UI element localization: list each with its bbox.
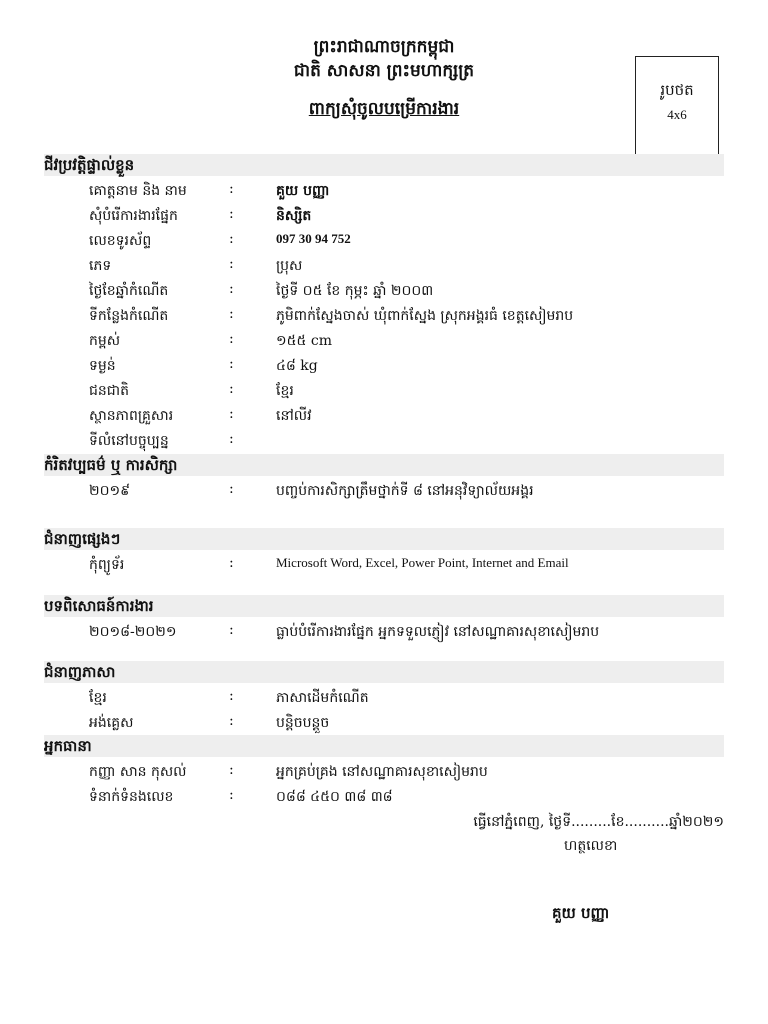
section-reference [44, 735, 724, 757]
row-value: គួយ បញ្ញា [276, 183, 330, 199]
personal-row-phone [0, 229, 768, 253]
row-value: អ្នកគ្រប់គ្រង នៅសណ្ឋាគារសុខាសៀមរាប [276, 764, 488, 780]
row-value: ភូមិពាក់ស្នែងចាស់ ឃុំពាក់ស្នែង ស្រុកអង្គរធំ ខេត្តសៀមរាប [276, 308, 574, 324]
skills-row [0, 553, 768, 577]
row-colon: : [229, 481, 234, 497]
row-label: ទីលំនៅបច្ចុប្បន្ន [89, 433, 169, 449]
row-colon: : [229, 622, 234, 638]
row-value: Microsoft Word, Excel, Power Point, Internet and Email [276, 555, 569, 570]
row-label: កញ្ញា សាន កុសល់ [89, 764, 187, 780]
row-value: ភាសាដើមកំណើត [276, 690, 369, 706]
signature-label: ហត្ថលេខា [564, 838, 618, 854]
reference-row-phone [0, 785, 768, 809]
row-colon: : [229, 256, 234, 272]
header-kingdom: ព្រះរាជាណាចក្រកម្ពុជា [313, 37, 455, 57]
row-value: នៅលីវ [276, 408, 312, 424]
photo-size: 4x6 [667, 107, 687, 122]
row-label: ២០១៩ [89, 483, 131, 499]
row-colon: : [229, 713, 234, 729]
personal-row-position [0, 204, 768, 228]
signer-name: គួយ បញ្ញា [552, 904, 610, 922]
personal-row-marital [0, 404, 768, 428]
row-label: ២០១៨-២០២១ [89, 624, 177, 640]
row-value: 097 30 94 752 [276, 231, 351, 246]
personal-row-nationality [0, 379, 768, 403]
personal-row-gender [0, 254, 768, 278]
row-value: ៤៨ kg [276, 358, 318, 374]
row-label: ជនជាតិ [89, 383, 129, 399]
row-label: គោត្តនាម និង នាម [89, 183, 187, 199]
reference-row-name [0, 760, 768, 784]
language-row-khmer [0, 686, 768, 710]
row-colon: : [229, 787, 234, 803]
document-title: ពាក្យសុំចូលបម្រើការងារ [308, 99, 460, 119]
row-colon: : [229, 762, 234, 778]
language-row-english [0, 711, 768, 735]
row-value: ០៨៨ ៤៥០ ៣៨ ៣៨ [276, 789, 393, 805]
row-label: ខ្មែរ [89, 690, 107, 706]
section-skills-heading: ជំនាញផ្សេងៗ [44, 530, 121, 548]
section-experience-heading: បទពិសោធន៍ការងារ [44, 597, 154, 615]
row-label: ថ្ងៃខែឆ្នាំកំណើត [89, 283, 169, 299]
row-value: ខ្មែរ [276, 383, 294, 399]
personal-row-address [0, 429, 768, 453]
row-colon: : [229, 431, 234, 447]
section-personal [44, 154, 724, 176]
photo-label: រូបថត [660, 81, 694, 99]
row-label: លេខទូរស័ព្ទ [89, 233, 152, 249]
row-colon: : [229, 281, 234, 297]
row-label: កុំព្យូទ័រ [89, 557, 125, 573]
section-languages-heading: ជំនាញភាសា [44, 663, 116, 681]
row-colon: : [229, 206, 234, 222]
row-value: ធ្លាប់បំរើការងារផ្នែក អ្នកទទួលភ្ញៀវ នៅសណ្ឋាគារសុខាសៀមរាប [276, 624, 600, 640]
row-colon: : [229, 306, 234, 322]
personal-row-dob [0, 279, 768, 303]
row-label: ភេទ [89, 258, 112, 274]
experience-row [0, 620, 768, 644]
row-label: អង់គ្លេស [89, 715, 134, 731]
personal-row-birthplace [0, 304, 768, 328]
section-personal-heading: ជីវប្រវត្តិផ្ទាល់ខ្លួន [44, 156, 135, 174]
row-label: ទម្ងន់ [89, 358, 116, 374]
row-colon: : [229, 688, 234, 704]
row-label: ទីកន្លែងកំណើត [89, 308, 169, 324]
section-education-heading: កំរិតវប្បធម៌ ឬ ការសិក្សា [44, 456, 178, 474]
row-label: ស្ថានភាពគ្រួសារ [89, 408, 174, 424]
personal-row-height [0, 329, 768, 353]
row-colon: : [229, 555, 234, 571]
photo-placeholder [635, 56, 719, 158]
row-value: និស្សិត [276, 208, 312, 224]
row-label: កម្ពស់ [89, 333, 121, 349]
section-experience [44, 595, 724, 617]
row-colon: : [229, 231, 234, 247]
section-skills [44, 528, 724, 550]
section-languages [44, 661, 724, 683]
personal-row-name [0, 179, 768, 203]
row-value: ១៥៥ cm [276, 333, 332, 349]
section-education [44, 454, 724, 476]
date-line: ធ្វើនៅភ្នំពេញ, ថ្ងៃទី.........ខែ..........ឆ្នាំ២០២១ [473, 814, 724, 830]
row-label: សុំបំរើការងារផ្នែក [89, 208, 178, 224]
row-value: ថ្ងៃទី ០៥ ខែ កុម្ភះ ឆ្នាំ ២០០៣ [276, 283, 434, 299]
education-row [0, 479, 768, 503]
row-value: ប្រុស [276, 258, 303, 274]
row-colon: : [229, 381, 234, 397]
row-colon: : [229, 331, 234, 347]
personal-row-weight [0, 354, 768, 378]
row-value: បញ្ចប់ការសិក្សាត្រឹមថ្នាក់ទី ៨ នៅអនុវិទ្យាល័យអង្គរ [276, 483, 534, 499]
row-colon: : [229, 356, 234, 372]
section-reference-heading: អ្នកធានា [44, 737, 92, 755]
row-colon: : [229, 181, 234, 197]
row-value: បន្តិចបន្តួច [276, 715, 330, 731]
header-motto: ជាតិ សាសនា ព្រះមហាក្សត្រ [293, 61, 475, 81]
row-label: ទំនាក់ទំនងលេខ [89, 789, 174, 805]
row-colon: : [229, 406, 234, 422]
